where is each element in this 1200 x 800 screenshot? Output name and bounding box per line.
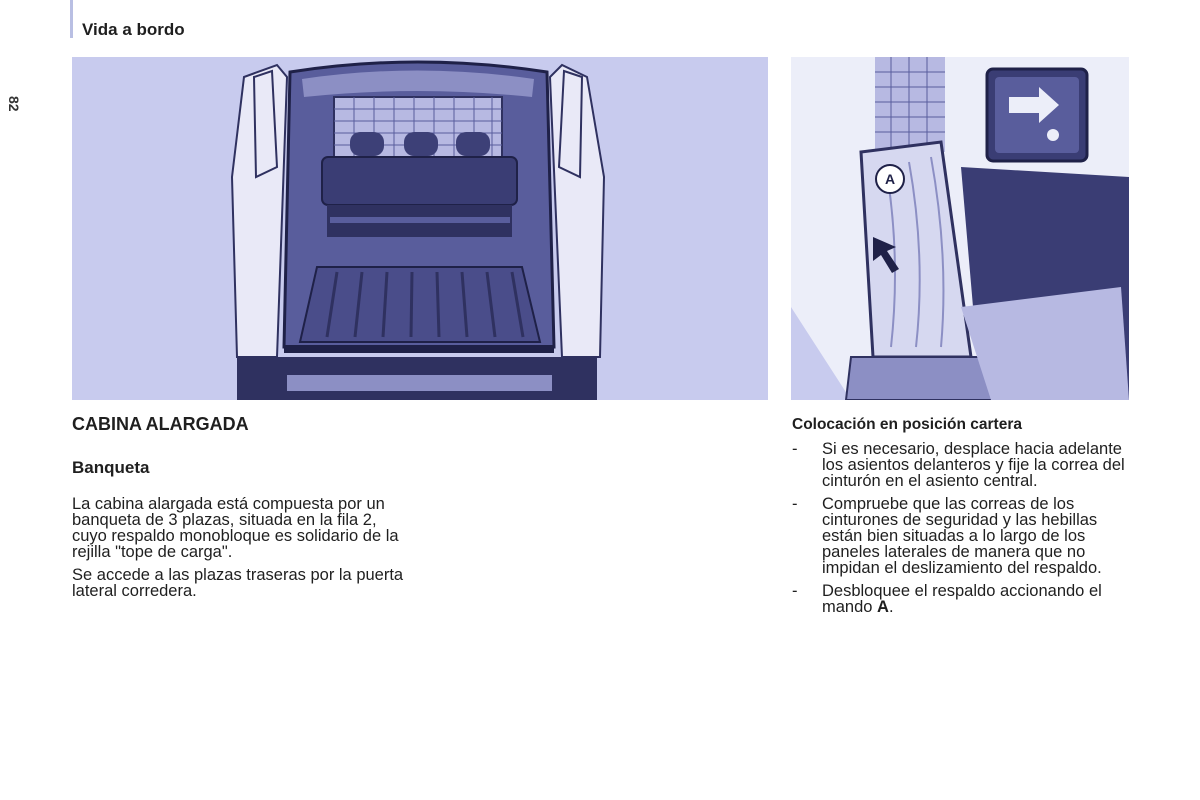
right-column bbox=[792, 416, 1137, 622]
bullet-dash: - bbox=[792, 495, 798, 513]
paragraph-1: La cabina alargada está compuesta por un banqueta de 3 plazas, situada en la fila 2, cuyo respaldo monobloque es solidario de la rejilla "tope de carga". bbox=[72, 495, 399, 561]
control-label: A bbox=[877, 598, 889, 616]
van-rear-cargo-illustration bbox=[72, 57, 768, 400]
callout-label-a: A bbox=[884, 171, 896, 187]
list-item bbox=[792, 583, 1137, 615]
header-accent-bar bbox=[70, 0, 73, 38]
list-item bbox=[792, 496, 1137, 576]
section-title: CABINA ALARGADA bbox=[72, 414, 249, 434]
section-header: Vida a bordo bbox=[82, 20, 185, 39]
instructions-heading: Colocación en posición cartera bbox=[792, 416, 1022, 433]
bullet-dash: - bbox=[792, 582, 798, 600]
step-text: Compruebe que las correas de los cinturones de seguridad y las hebillas están bien situadas a lo largo de los paneles laterales de manera que no impidan el deslizamiento del respaldo. bbox=[822, 495, 1102, 577]
step-text: Desbloquee el respaldo accionando el mando bbox=[822, 582, 1102, 616]
step-text: Si es necesario, desplace hacia adelante los asientos delanteros y fije la correa del cinturón en el asiento central. bbox=[822, 440, 1125, 490]
page-number: 82 bbox=[6, 96, 22, 112]
list-item bbox=[792, 441, 1137, 489]
left-column bbox=[72, 414, 412, 606]
subtitle: Banqueta bbox=[72, 458, 150, 477]
steps-list bbox=[792, 441, 1137, 615]
step-suffix: . bbox=[888, 598, 894, 616]
bench-seat-illustration bbox=[791, 57, 1129, 400]
bullet-dash: - bbox=[792, 440, 798, 458]
paragraph-2: Se accede a las plazas traseras por la puerta lateral corredera. bbox=[72, 566, 404, 600]
